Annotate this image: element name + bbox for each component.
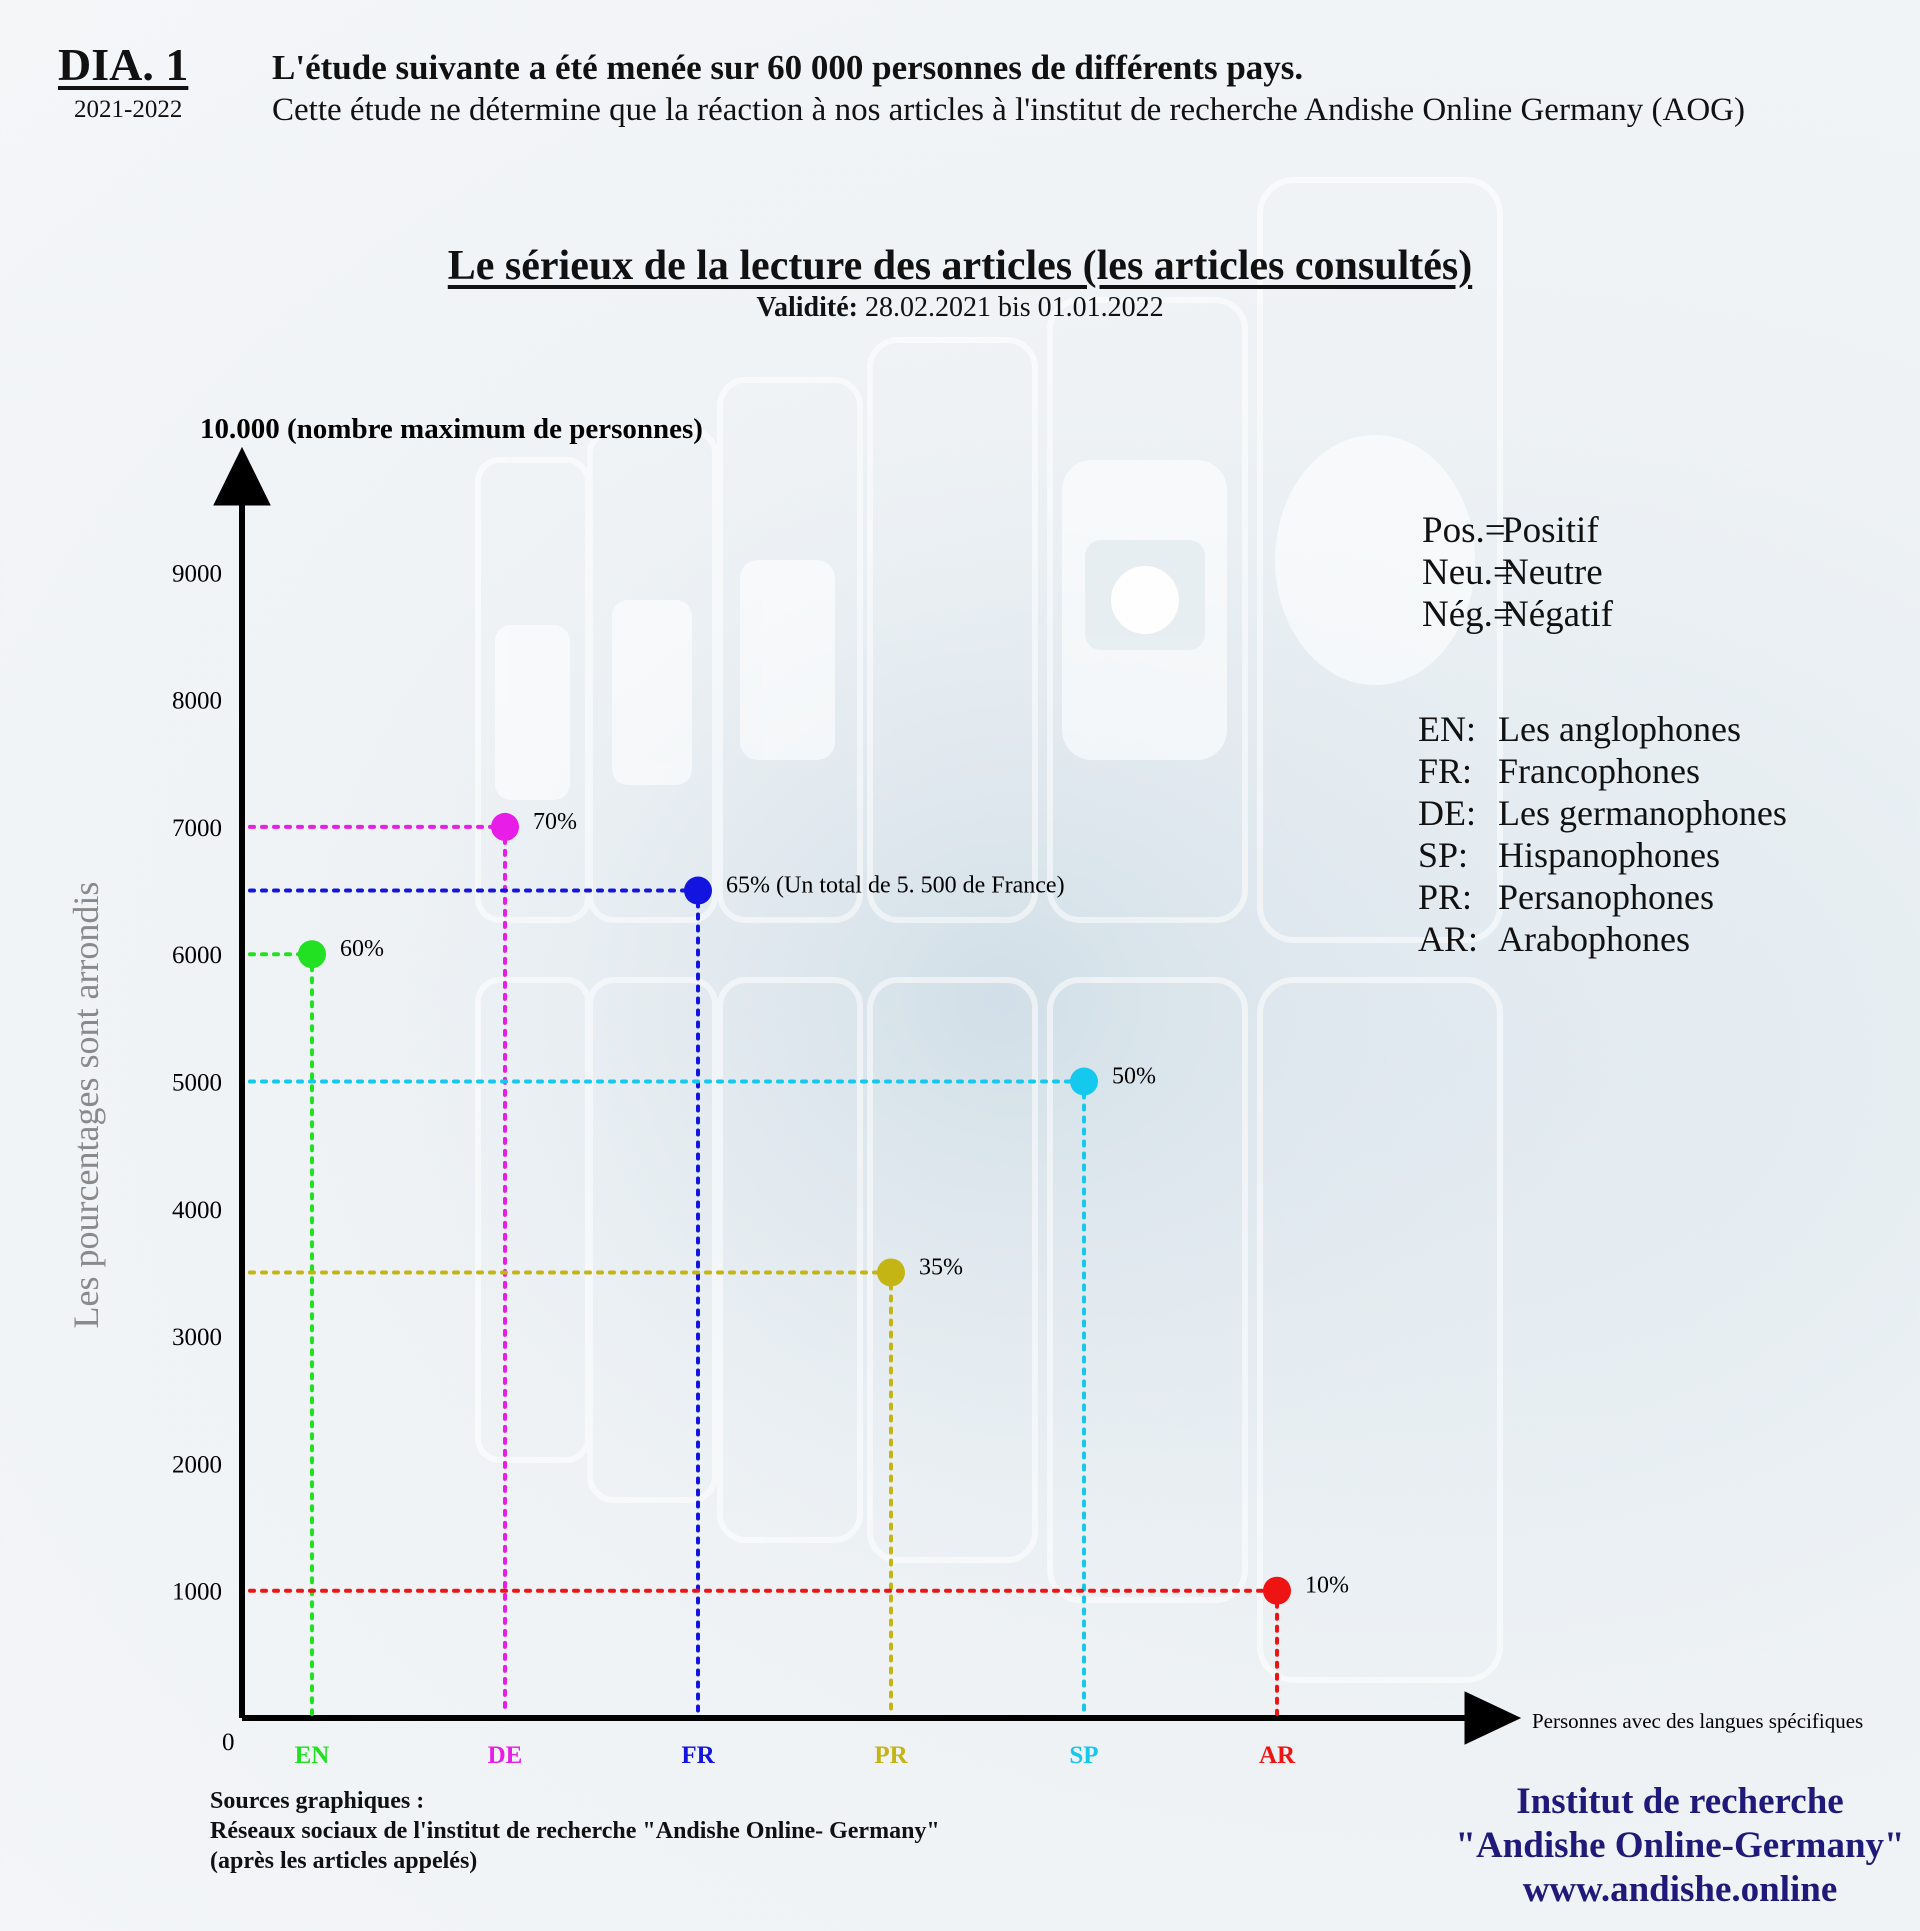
legend-abbreviations xyxy=(1422,510,1613,636)
validity xyxy=(0,292,1920,324)
y-tick-label: 5000 xyxy=(172,1069,222,1097)
institute-line-1: Institut de recherche xyxy=(1516,1781,1844,1822)
point-sp xyxy=(1070,1068,1098,1096)
y-tick-label: 2000 xyxy=(172,1451,222,1479)
data-label-pr: 35% xyxy=(919,1254,963,1281)
y-tick-label: 1000 xyxy=(172,1578,222,1606)
sources-line-3: (après les articles appelés) xyxy=(210,1848,478,1874)
validity-value: 28.02.2021 bis 01.01.2022 xyxy=(864,292,1164,323)
dia-years: 2021-2022 xyxy=(74,96,183,123)
point-pr xyxy=(877,1258,905,1286)
legend-key: Nég.= xyxy=(1422,594,1514,635)
legend-value: Négatif xyxy=(1502,594,1613,635)
y-tick-label: 4000 xyxy=(172,1196,222,1224)
y-tick-label: 9000 xyxy=(172,560,222,588)
y-axis-top-label: 10.000 (nombre maximum de personnes) xyxy=(200,413,703,445)
x-tick-label-fr: FR xyxy=(681,1742,715,1769)
camera-icon xyxy=(1085,540,1205,650)
legend-row-neg xyxy=(1422,594,1613,636)
point-ar xyxy=(1263,1577,1291,1605)
legend-key: AR: xyxy=(1418,919,1479,959)
point-en xyxy=(298,940,326,968)
legend-row-ar xyxy=(1418,918,1787,960)
y-axis-label: Les pourcentages sont arrondis xyxy=(66,881,106,1329)
legend-value: Hispanophones xyxy=(1498,835,1720,875)
legend-row-fr xyxy=(1418,750,1787,792)
x-tick-label-ar: AR xyxy=(1258,1742,1296,1769)
y-tick-label: 3000 xyxy=(172,1324,222,1352)
sources xyxy=(210,1786,940,1876)
legend-value: Positif xyxy=(1502,510,1599,551)
legend-row-de xyxy=(1418,792,1787,834)
legend-row-pr xyxy=(1418,876,1787,918)
legend-key: FR: xyxy=(1418,751,1473,791)
legend-row-pos xyxy=(1422,510,1613,552)
sources-line-2: Réseaux sociaux de l'institut de recherche "Andishe Online- Germany" xyxy=(210,1818,940,1844)
y-tick-label: 8000 xyxy=(172,687,222,715)
y-axis-ticks xyxy=(172,560,222,1605)
intro-line-1: L'étude suivante a été menée sur 60 000 personnes de différents pays. xyxy=(272,48,1304,87)
legend-row-neu xyxy=(1422,552,1613,594)
legend-value: Les anglophones xyxy=(1498,709,1741,749)
legend-value: Les germanophones xyxy=(1498,793,1787,833)
legend-value: Persanophones xyxy=(1498,877,1714,917)
legend-key: Pos.= xyxy=(1422,510,1506,551)
legend-key: SP: xyxy=(1418,835,1469,875)
legend-key: DE: xyxy=(1418,793,1476,833)
y-tick-label: 6000 xyxy=(172,942,222,970)
sources-line-1: Sources graphiques : xyxy=(210,1788,425,1814)
data-label-en: 60% xyxy=(340,936,384,963)
legend-key: Neu.= xyxy=(1422,552,1514,593)
intro-line-2: Cette étude ne détermine que la réaction à nos articles à l'institut de recherche Andishe Online Germany (AOG) xyxy=(272,92,1745,128)
institute-block xyxy=(1420,1780,1920,1912)
y-tick-label: 7000 xyxy=(172,814,222,842)
legend-key: EN: xyxy=(1418,709,1476,749)
legend-languages xyxy=(1418,708,1787,960)
legend-row-sp xyxy=(1418,834,1787,876)
legend-row-en xyxy=(1418,708,1787,750)
dia-title: DIA. 1 xyxy=(58,39,189,90)
data-label-sp: 50% xyxy=(1112,1063,1156,1090)
data-label-ar: 10% xyxy=(1305,1572,1349,1599)
x-axis-labels xyxy=(295,1742,1296,1769)
x-axis-label: Personnes avec des langues spécifiques xyxy=(1532,1709,1864,1733)
legend-value: Arabophones xyxy=(1498,919,1690,959)
point-fr xyxy=(684,877,712,905)
chart-title: Le sérieux de la lecture des articles (les articles consultés) xyxy=(447,243,1473,289)
institute-line-2: "Andishe Online-Germany" xyxy=(1455,1825,1905,1866)
x-tick-label-de: DE xyxy=(487,1742,523,1769)
validity-label: Validité: xyxy=(756,292,858,323)
point-de xyxy=(491,813,519,841)
x-tick-label-en: EN xyxy=(294,1742,330,1769)
origin-label: 0 xyxy=(222,1729,235,1756)
legend-value: Francophones xyxy=(1498,751,1700,791)
x-tick-label-pr: PR xyxy=(874,1742,908,1769)
legend-key: PR: xyxy=(1418,877,1473,917)
data-label-de: 70% xyxy=(533,808,577,835)
institute-website[interactable]: www.andishe.online xyxy=(1522,1869,1838,1910)
data-label-fr: 65% (Un total de 5. 500 de France) xyxy=(726,872,1065,899)
x-tick-label-sp: SP xyxy=(1069,1742,1099,1769)
legend-value: Neutre xyxy=(1502,552,1603,593)
